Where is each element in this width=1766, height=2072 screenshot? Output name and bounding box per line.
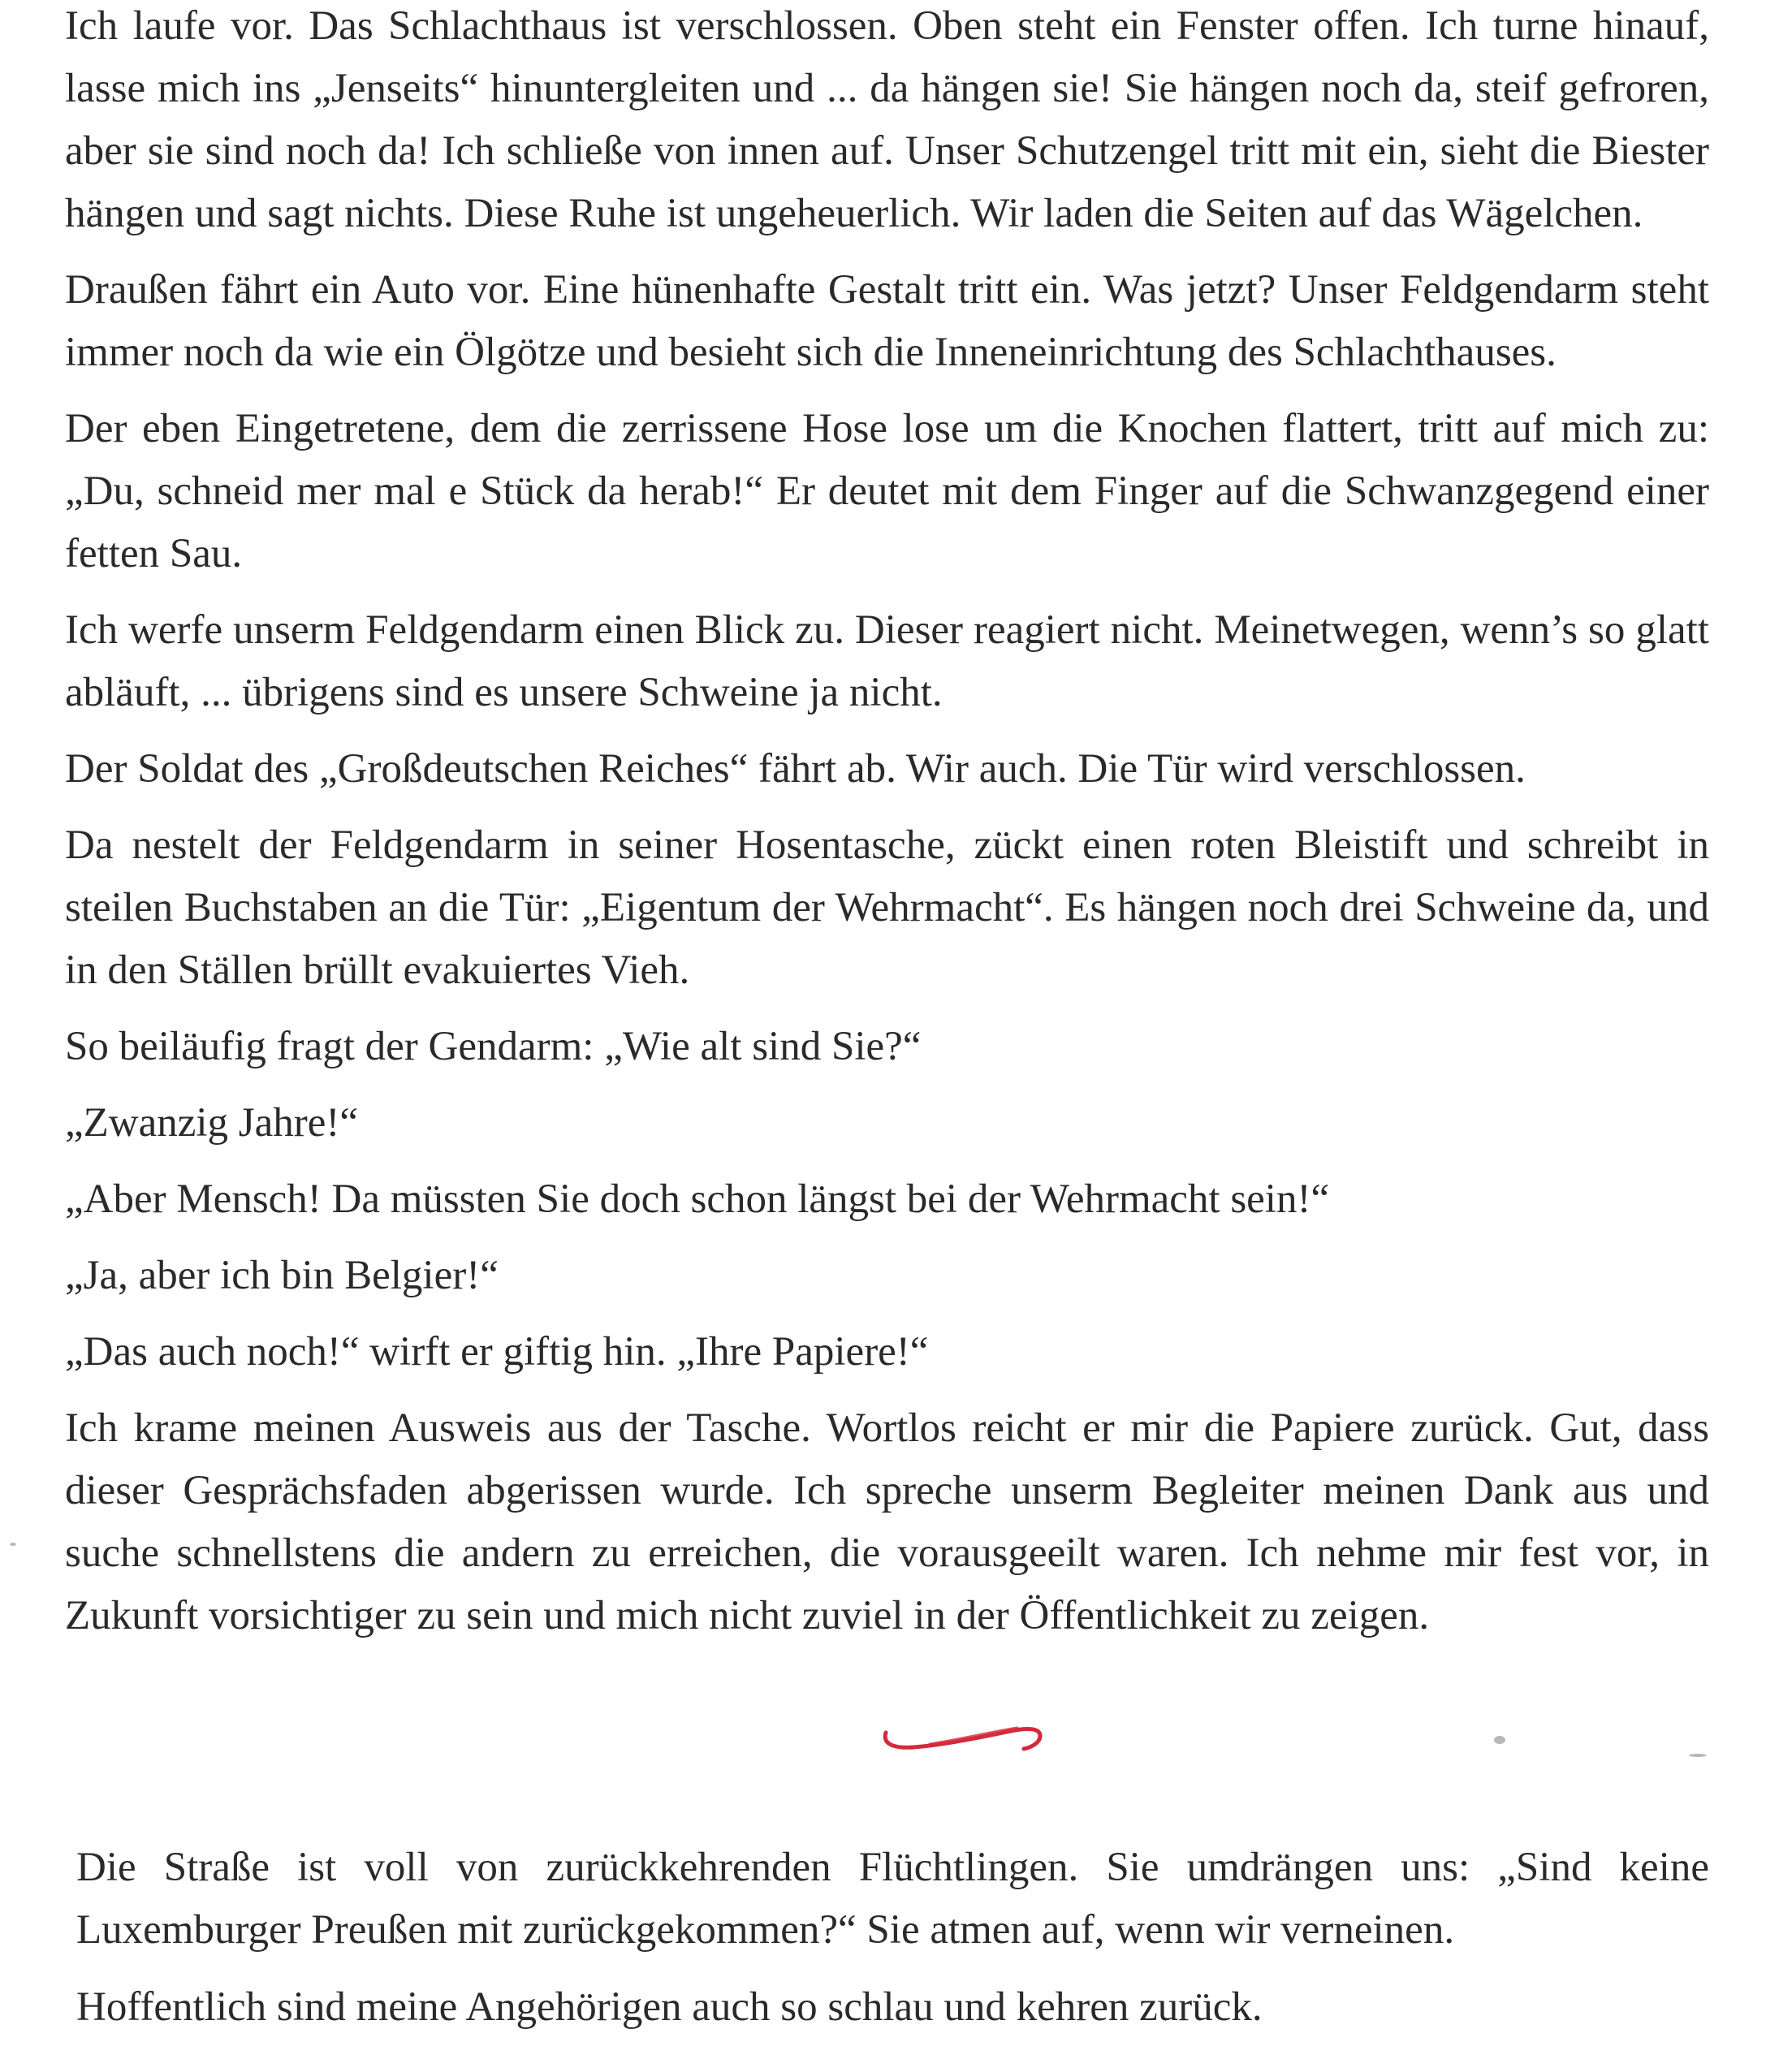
paragraph-car-arrives: Draußen fährt ein Auto vor. Eine hünenhafte Gestalt tritt ein. Was jetzt? Unser Feldgendarm steht immer noch da wie ein Ölgötze und besieht sich die Inneneinrichtung des Schlachthauses.	[65, 267, 1709, 375]
document-page	[65, 0, 1709, 2072]
dialogue-wehrmacht: „Aber Mensch! Da müssten Sie doch schon längst bei der Wehrmacht sein!“	[65, 1176, 1330, 1222]
dialogue-papers: „Das auch noch!“ wirft er giftig hin. „Ihre Papiere!“	[65, 1329, 929, 1375]
paragraph-slaughterhouse: Ich laufe vor. Das Schlachthaus ist verschlossen. Oben steht ein Fenster offen. Ich turne hinauf, lasse mich ins „Jenseits“ hinuntergleiten und ... da hängen sie! Sie hängen noch da, steif gefroren, aber sie sind noch da! Ich schließe von innen auf. Unser Schutzengel tritt mit ein, sieht die Biester hängen und sagt nichts. Diese Ruhe ist ungeheuerlich. Wir laden die Seiten auf das Wägelchen.	[65, 3, 1709, 236]
text-section-before-divider	[65, 0, 1709, 1661]
paragraph-refugees: Die Straße ist voll von zurückkehrenden Flüchtlingen. Sie umdrängen uns: „Sind keine Luxemburger Preußen mit zurückgekommen?“ Sie atmen auf, wenn wir verneinen.	[76, 1845, 1709, 1953]
paragraph-id-card: Ich krame meinen Ausweis aus der Tasche. Wortlos reicht er mir die Papiere zurück. Gut, dass dieser Gesprächsfaden abgerissen wurde. Ich spreche unserm Begleiter meinen Dank aus und suche schnellstens die andern zu erreichen, die vorausgeeilt waren. Ich nehme mir fest vor, in Zukunft vorsichtiger zu sein und mich nicht zuviel in der Öffentlichkeit zu zeigen.	[65, 1405, 1709, 1638]
text-section-after-divider	[76, 1837, 1709, 2053]
paragraph-soldier-leaves: Der Soldat des „Großdeutschen Reiches“ fährt ab. Wir auch. Die Tür wird verschlossen.	[65, 746, 1526, 792]
dialogue-twenty-years: „Zwanzig Jahre!“	[65, 1100, 359, 1146]
paragraph-red-pencil: Da nestelt der Feldgendarm in seiner Hosentasche, zückt einen roten Bleistift und schreibt in steilen Buchstaben an die Tür: „Eigentum der Wehrmacht“. Es hängen noch drei Schweine da, und in den Ställen brüllt evakuiertes Vieh.	[65, 822, 1709, 993]
paragraph-glance: Ich werfe unserm Feldgendarm einen Blick zu. Dieser reagiert nicht. Meinetwegen, wenn’s so glatt abläuft, ... übrigens sind es unsere Schweine ja nicht.	[65, 607, 1709, 715]
paragraph-soldier-request: Der eben Eingetretene, dem die zerrissene Hose lose um die Knochen flattert, tritt auf mich zu: „Du, schneid mer mal e Stück da herab!“ Er deutet mit dem Finger auf die Schwanzgegend einer fetten Sau.	[65, 406, 1709, 576]
dialogue-age-question: So beiläufig fragt der Gendarm: „Wie alt sind Sie?“	[65, 1024, 922, 1069]
dialogue-belgian: „Ja, aber ich bin Belgier!“	[65, 1253, 499, 1298]
swash-ornament-icon	[881, 1712, 1043, 1760]
scan-speck	[10, 1543, 16, 1546]
paragraph-relatives: Hoffentlich sind meine Angehörigen auch so schlau und kehren zurück.	[76, 1984, 1263, 2030]
scan-speck	[1494, 1736, 1505, 1744]
scan-speck	[1689, 1754, 1707, 1757]
